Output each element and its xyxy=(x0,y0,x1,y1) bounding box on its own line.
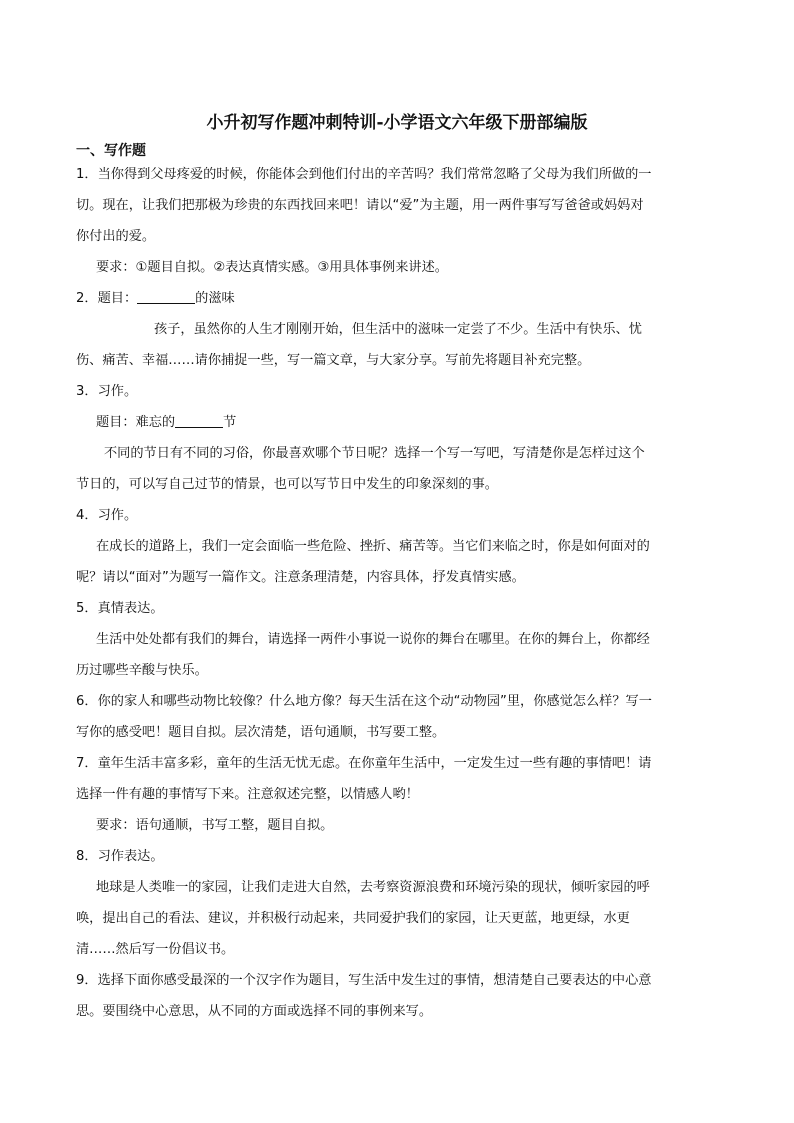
question-number: 7． xyxy=(76,756,98,771)
document-title: 小升初写作题冲刺特训-小学语文六年级下册部编版 xyxy=(206,113,588,133)
question-number: 5． xyxy=(76,601,98,616)
q8-line-3: 清……然后写一份倡议书。 xyxy=(76,942,235,957)
q7-requirement: 要求：语句通顺，书写工整，题目自拟。 xyxy=(96,818,334,833)
question-number: 3． xyxy=(76,384,98,399)
q7-line-2: 选择一件有趣的事情写下来。注意叙述完整，以情感人哟！ xyxy=(76,787,419,802)
q6-line-1: 6．你的家人和哪些动物比较像？什么地方像？每天生活在这个动“动物园”里，你感觉怎么样？写一 xyxy=(76,694,652,709)
question-number: 4． xyxy=(76,508,98,523)
q5-heading: 5．真情表达。 xyxy=(76,601,164,616)
question-number: 8． xyxy=(76,849,98,864)
question-number: 9． xyxy=(76,973,98,988)
fill-in-blank[interactable] xyxy=(175,414,223,428)
q1-line-1: 1．当你得到父母疼爱的时候，你能体会到他们付出的辛苦吗？我们常常忽略了父母为我们所做的一 xyxy=(76,167,652,182)
q5-line-2: 历过哪些辛酸与快乐。 xyxy=(76,663,208,678)
q8-line-2: 唤，提出自己的看法、建议，并积极行动起来，共同爱护我们的家园，让天更蓝，地更绿，水更 xyxy=(76,911,630,926)
fill-in-blank[interactable] xyxy=(137,290,195,304)
q4-line-1: 在成长的道路上，我们一定会面临一些危险、挫折、痛苦等。当它们来临之时，你是如何面对的 xyxy=(96,539,650,554)
question-number: 6． xyxy=(76,694,98,709)
q8-heading: 8．习作表达。 xyxy=(76,849,164,864)
q5-line-1: 生活中处处都有我们的舞台，请选择一两件小事说一说你的舞台在哪里。在你的舞台上，你都经 xyxy=(96,632,650,647)
q7-line-1: 7．童年生活丰富多彩，童年的生活无忧无虑。在你童年生活中，一定发生过一些有趣的事情吧！请 xyxy=(76,756,652,771)
q3-line-1: 不同的节日有不同的习俗，你最喜欢哪个节日呢？选择一个写一写吧，写清楚你是怎样过这个 xyxy=(104,446,645,461)
q9-line-1: 9．选择下面你感受最深的一个汉字作为题目，写生活中发生过的事情，想清楚自己要表达的中心意 xyxy=(76,973,652,988)
q8-line-1: 地球是人类唯一的家园，让我们走进大自然，去考察资源浪费和环境污染的现状，倾听家园的呼 xyxy=(96,880,650,895)
q3-heading: 3．习作。 xyxy=(76,384,138,399)
question-number: 1． xyxy=(76,167,98,182)
q1-line-2: 切。现在，让我们把那极为珍贵的东西找回来吧！请以“爱”为主题，用一两件事写写爸爸或妈妈对 xyxy=(76,198,644,213)
question-number: 2． xyxy=(76,291,98,306)
q4-heading: 4．习作。 xyxy=(76,508,138,523)
q6-line-2: 写你的感受吧！题目自拟。层次清楚，语句通顺，书写要工整。 xyxy=(76,725,446,740)
q4-line-2: 呢？请以“面对”为题写一篇作文。注意条理清楚，内容具体，抒发真情实感。 xyxy=(76,570,525,585)
q1-requirement: 要求：①题目自拟。②表达真情实感。③用具体事例来讲述。 xyxy=(96,260,448,275)
q3-title-line: 题目：难忘的 节 xyxy=(96,415,237,430)
q2-title-line: 2．题目： 的滋味 xyxy=(76,291,235,306)
q2-line-1: 孩子，虽然你的人生才刚刚开始，但生活中的滋味一定尝了不少。生活中有快乐、忧 xyxy=(154,322,642,337)
q1-line-3: 你付出的爱。 xyxy=(76,229,156,244)
q2-line-2: 伤、痛苦、幸福……请你捕捉一些，写一篇文章，与大家分享。写前先将题目补充完整。 xyxy=(76,353,591,368)
section-heading: 一、写作题 xyxy=(76,143,146,159)
q3-line-2: 节日的，可以写自己过节的情景，也可以写节日中发生的印象深刻的事。 xyxy=(76,477,498,492)
q9-line-2: 思。要围绕中心意思，从不同的方面或选择不同的事例来写。 xyxy=(76,1004,433,1019)
